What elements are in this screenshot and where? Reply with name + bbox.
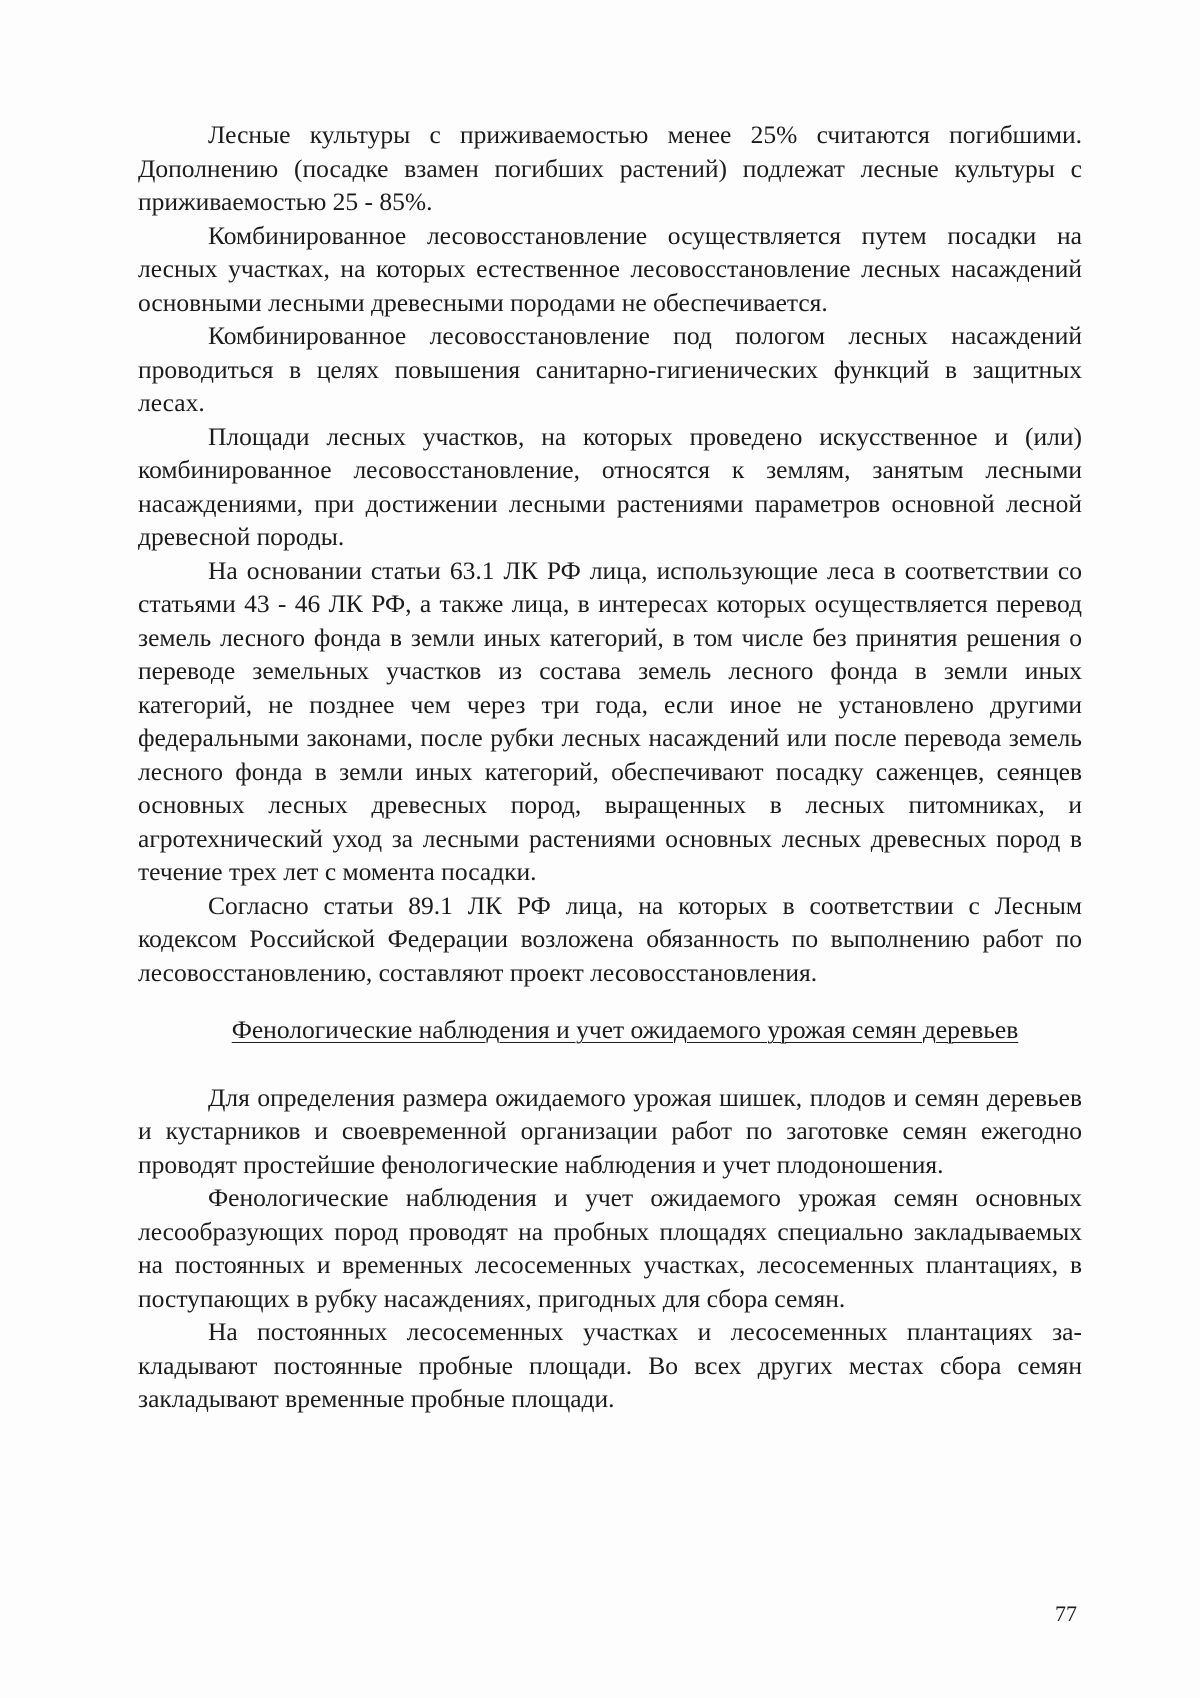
paragraph-article-89-1: Согласно статьи 89.1 ЛК РФ лица, на которых в соответствии с Лесным кодексом Российской Федерации возложена обязанность по выполнению работ по лесовосстановлению, составляют проект лесовосстановления.: [138, 890, 1082, 987]
paragraph-forest-cultures-survival: Лесные культуры с приживаемостью менее 25% считаются погибшими. Дополнению (посадке взамен погибших растений) подлежат лесные культуры с приживаемостью 25 - 85%.: [138, 120, 1082, 216]
paragraph-combined-reforestation: Комбинированное лесовосстановление осуществляется путем посадки на лесных участках, на которых естественное лесовосстановление лесных насаждений основными лесными древесными породами не обеспечивается.: [138, 220, 1082, 317]
page-number: 77: [1055, 1601, 1077, 1626]
paragraph-forest-plot-areas: Площади лесных участков, на которых проведено искусственное и (или) комбинированное лесовосстановление, относятся к землям, занятым лесными насаждениями, при достижении лесными растениями параметров основной лесной древесной породы.: [138, 421, 1082, 551]
paragraph-reforestation-under-canopy: Комбинированное лесовосстановление под пологом лесных насаждений проводиться в целях повышения санитарно-гигиенических функций в защитных лесах.: [138, 321, 1082, 417]
paragraph-expected-yield: Для определения размера ожидаемого урожая шишек, плодов и семян деревьев и кустарников и своевременной организации работ по заготовке семян ежегодно проводят простейшие фенологические наблюдения и учет плодоношения.: [138, 1082, 1082, 1179]
paragraph-phenological-trial-plots: Фенологические наблюдения и учет ожидаемого урожая семян основных лесообразующих пород проводят на пробных площадях специально закладываемых на постоянных и временных лесосеменных участках, лесосеменных плантациях, в поступающих в рубку насаждениях, пригодных для сбора семян.: [138, 1183, 1082, 1313]
paragraph-article-63-1: На основании статьи 63.1 ЛК РФ лица, использующие леса в соответствии со статьями 43 - 46 ЛК РФ, а также лица, в интересах которых осуществляется перевод земель лесного фонда в земли иных категорий, в том числе без принятия решения о переводе земельных участков из состава земель лесного фонда в земли иных категорий, не позднее чем через три года, если иное не установлено другими федеральными законами, после рубки лесных насаждений или после перевода земель лесного фонда в земли иных категорий, обеспечивают посадку саженцев, сеянцев основных лесных древесных пород, выращенных в лесных питомниках, и агротехнический уход за лесными растениями основных лесных древесных пород в течение трех лет с момента посадки.: [138, 555, 1082, 886]
page-body: [138, 118, 1082, 1416]
paragraph-permanent-trial-plots: На постоянных лесосеменных участках и лесосеменных плантациях закладывают постоянные пробные площади. Во всех других местах сбора семян закладывают временные пробные площади.: [138, 1317, 1082, 1413]
section-heading-phenological-observations: Фенологические наблюдения и учет ожидаемого урожая семян деревьев: [231, 1015, 1019, 1044]
